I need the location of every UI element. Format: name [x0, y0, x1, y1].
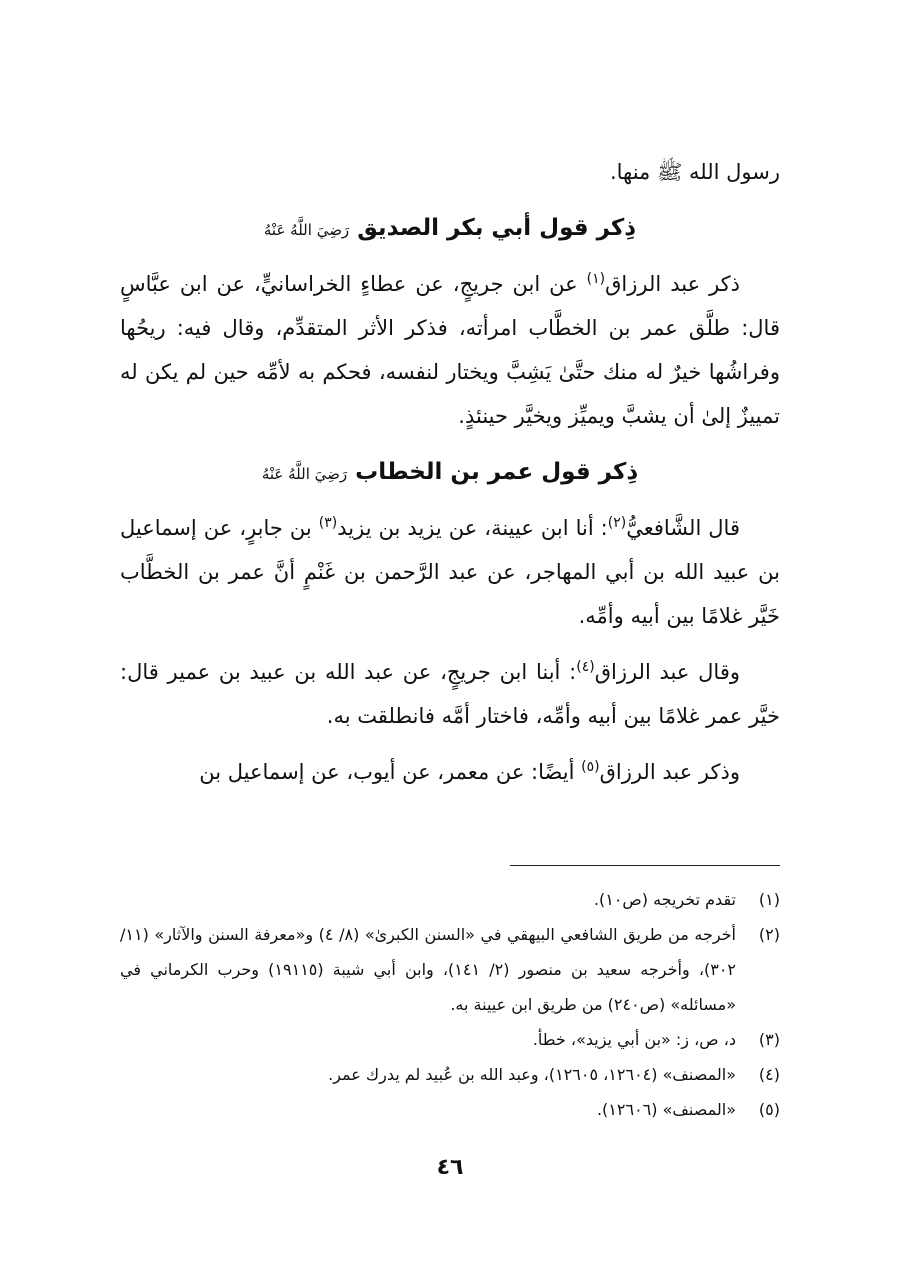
paragraph-text: بن جابرٍ، عن إسماعيل بن عبيد الله بن أبي المهاجر، عن عبد الرَّحمن بن غَنْمٍ أنَّ عمر بن الخطَّاب خَيَّر غلامًا بين أبيه وأمِّه.	[120, 516, 780, 628]
paragraph-abu-bakr	[120, 262, 780, 438]
footnote-text: «المصنف» (١٢٦٠٤، ١٢٦٠٥)، وعبد الله بن عُبيد لم يدرك عمر.	[328, 1065, 736, 1084]
footnote-number: (٢)	[758, 925, 780, 944]
paragraph-text: أيضًا: عن معمر، عن أيوب، عن إسماعيل بن	[199, 760, 582, 784]
footnote-divider	[510, 865, 780, 866]
footnote-number: (١)	[758, 890, 780, 909]
intro-line	[120, 150, 780, 194]
paragraph-text: وقال عبد الرزاق	[594, 660, 740, 684]
footnote-ref-1[interactable]: (١)	[586, 271, 606, 287]
paragraph-text: وذكر عبد الرزاق	[599, 760, 740, 784]
footnote-number: (٤)	[758, 1065, 780, 1084]
paragraph-text: : أبنا ابن جريجٍ، عن عبد الله بن عبيد بن عمير قال: خيَّر عمر غلامًا بين أبيه وأمِّه، فاختار أمَّه فانطلقت به.	[120, 660, 780, 728]
footnote-text: «المصنف» (١٢٦٠٦).	[596, 1100, 736, 1119]
honorific-text: رَضِيَ اللَّهُ عَنْهُ	[263, 221, 350, 239]
honorific-text: رَضِيَ اللَّهُ عَنْهُ	[261, 465, 348, 483]
paragraph-abd-al-razzaq-1	[120, 650, 780, 738]
footnote-item	[120, 882, 780, 917]
footnote-text: أخرجه من طريق الشافعي البيهقي في «السنن الكبرىٰ» (٨/ ٤) و«معرفة السنن والآثار» (١١/ ٣٠٢)، وأخرجه سعيد بن منصور (٢/ ١٤١)، وابن أبي شيبة (١٩١١٥) وحرب الكرماني في «مسائله» (ص٢٤٠) من طريق ابن عيينة به.	[120, 925, 736, 1014]
intro-line-text: رسول الله ﷺ منها.	[609, 160, 780, 184]
footnote-text: د، ص، ز: «بن أبي يزيد»، خطأ.	[532, 1030, 736, 1049]
paragraph-text: ذكر عبد الرزاق	[605, 272, 741, 296]
footnote-ref-2[interactable]: (٢)	[607, 515, 627, 531]
paragraph-text: عن ابن جريجٍ، عن عطاءٍ الخراسانيٍّ، عن ابن عبَّاسٍ قال: طلَّق عمر بن الخطَّاب امرأته، فذكر الأثر المتقدِّم، وقال فيه: ريحُها وفراشُها خيرٌ له منك حتَّىٰ يَشِبَّ ويختار لنفسه، فحكم به لأمِّه حين لم يكن له تمييزٌ إلىٰ أن يشبَّ ويميِّز ويخيَّر حينئذٍ.	[120, 272, 780, 428]
footnote-text: تقدم تخريجه (ص١٠).	[593, 890, 736, 909]
footnote-item	[120, 917, 780, 1022]
footnote-item	[120, 1057, 780, 1092]
paragraph-text: : أنا ابن عيينة، عن يزيد بن يزيد	[337, 516, 608, 540]
heading-text: ذِكر قول عمر بن الخطاب	[355, 459, 639, 485]
footnote-number: (٥)	[758, 1100, 780, 1119]
footnote-item	[120, 1092, 780, 1127]
paragraph-abd-al-razzaq-2	[120, 750, 780, 794]
footnote-item	[120, 1022, 780, 1057]
footnote-ref-4[interactable]: (٤)	[576, 659, 595, 675]
footnote-number: (٣)	[758, 1030, 780, 1049]
paragraph-shafii	[120, 506, 780, 638]
section-heading-abu-bakr	[120, 202, 780, 256]
page-body	[120, 150, 780, 1250]
footnote-ref-5[interactable]: (٥)	[581, 759, 600, 775]
footnote-ref-3[interactable]: (٣)	[318, 515, 338, 531]
page-number: ٤٦	[436, 1155, 464, 1180]
heading-text: ذِكر قول أبي بكر الصديق	[357, 215, 637, 241]
paragraph-text: قال الشَّافعيُّ	[626, 516, 740, 540]
footnotes-section	[120, 882, 780, 1127]
section-heading-umar	[120, 446, 780, 500]
